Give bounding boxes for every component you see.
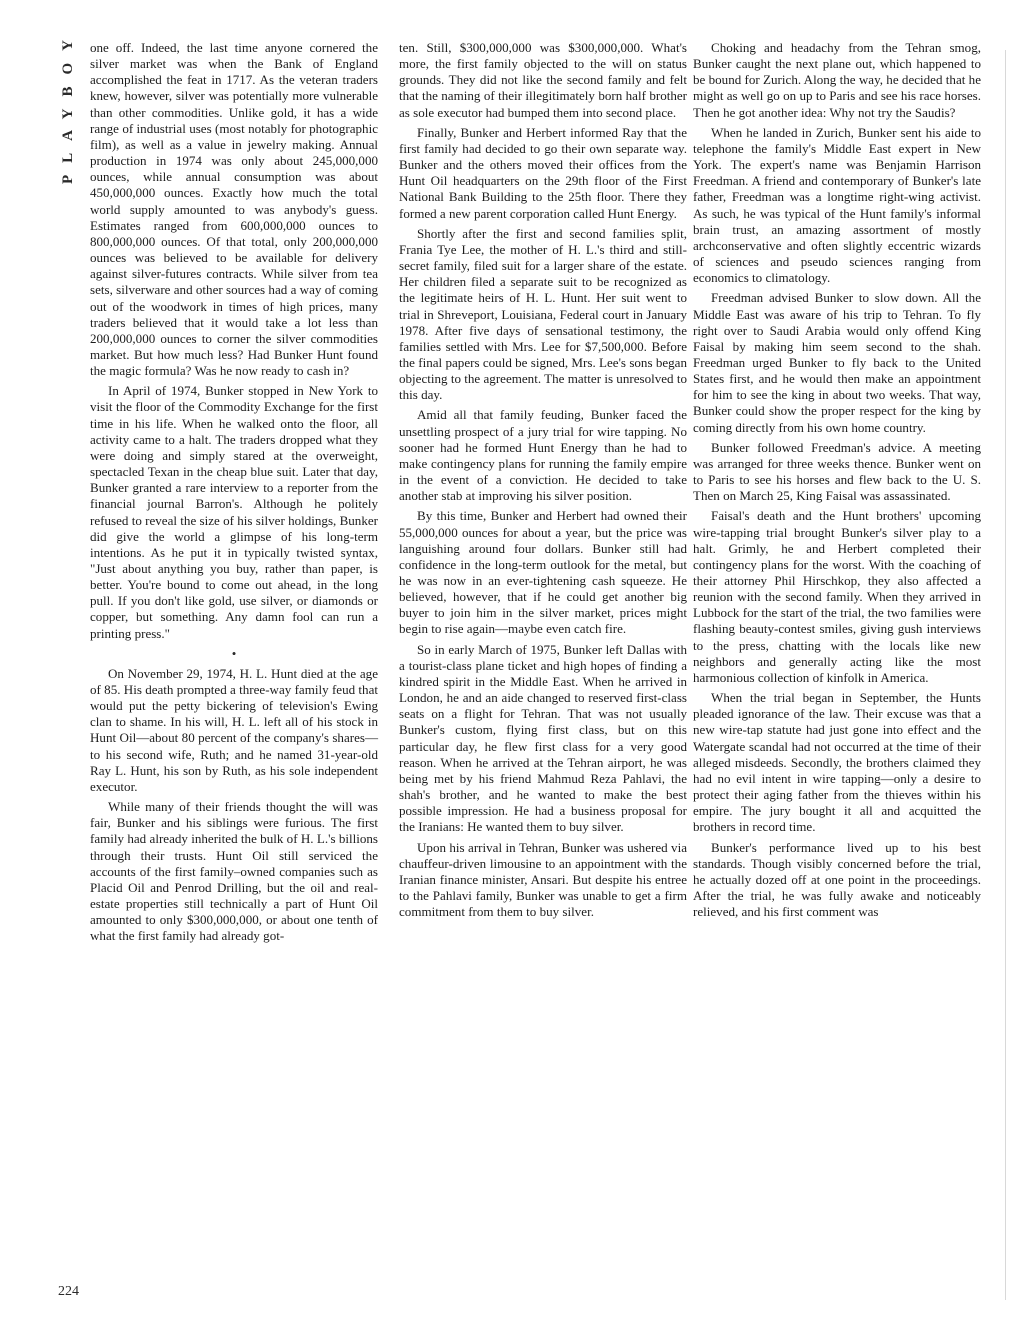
section-separator: • — [231, 645, 237, 661]
article-paragraph: So in early March of 1975, Bunker left Dallas with a tourist-class plane ticket and high hopes of finding a kindred spirit in the Middle East. When he arrived in London, he and an aide changed to reserved first-class seats on a flight for Tehran. That was not usually Bunker's custom, flying first class, but on this particular day, he flew first class for a very good reason. When he arrived at the Tehran airport, he was being met by his friend Mahmud Reza Pahlavi, the shah's brother, and he wanted to make the best possible impression. He had a business proposal for the Iranians: He wanted them to buy silver. — [399, 641, 687, 835]
article-paragraph: Shortly after the first and second families split, Frania Tye Lee, the mother of H. L.'s third and still-secret family, filed suit for a larger share of the estate. Her children filed a separate suit to be recognized as the legitimate heirs of H. L. Hunt. Her suit went to trial in Shreveport, Louisiana, Federal court in January 1978. After five days of sensational testimony, the families settled with Mrs. Lee for $7,500,000. Before the final papers could be signed, Mrs. Lee's sons began objecting to the agreement. The matter is unresolved to this day. — [399, 225, 687, 403]
article-paragraph: On November 29, 1974, H. L. Hunt died at the age of 85. His death prompted a three-way family feud that would put the petty bickering of television's Ewing clan to shame. In his will, H. L. left all of his stock in Hunt Oil—about 80 percent of the company's shares—to his second wife, Ruth; and he named 31-year-old Ray L. Hunt, his son by Ruth, as his sole independent executor. — [90, 665, 378, 794]
article-paragraph: When he landed in Zurich, Bunker sent his aide to telephone the family's Middle East expert in New York. The expert's name was Benjamin Harrison Freedman. A friend and contemporary of Bunker's late father, Freedman was a longtime right-wing activist. As such, he was typical of the Hunt family's informal brain trust, an amazing assortment of mostly archconservative and often slightly eccentric wizards of sciences and pseudo sciences ranging from economics to climatology. — [693, 124, 981, 286]
article-paragraph: Freedman advised Bunker to slow down. All the Middle East was aware of his trip to Tehran. To fly right over to Saudi Arabia would only offend King Faisal by making him seem second to the shah. Freedman urged Bunker to fly back to the United States first, and he would then make an appointment for him to see the king in about two weeks. That way, Bunker could show the proper respect for the king by coming directly from his own home country. — [693, 290, 981, 435]
article-paragraph: By this time, Bunker and Herbert had owned their 55,000,000 ounces for about a year, but the price was languishing around four dollars. Bunker still had confidence in the long-term outlook for the metal, but he was now in an ever-tightening cash squeeze. He believed, however, that if he could get another big buyer to join him in the silver market, prices might begin to rise again—maybe even catch fire. — [399, 508, 687, 637]
article-paragraph: Amid all that family feuding, Bunker faced the unsettling prospect of a jury trial for wire tapping. No sooner had he formed Hunt Energy than he had to make contingency plans for running the family empire in the event of a conviction. He decided to take another stab at improving his silver position. — [399, 407, 687, 504]
article-paragraph: Finally, Bunker and Herbert informed Ray that the first family had decided to go their own separate way. Bunker and the others moved their offices from the Hunt Oil headquarters on the 29th floor of the First National Bank Building to the 25th floor. There they formed a new parent corporation called Hunt Energy. — [399, 124, 687, 221]
article-paragraph: Upon his arrival in Tehran, Bunker was ushered via chauffeur-driven limousine to an appointment with the Iranian finance minister, Ansari. But despite his entree to the Pahlavi family, Bunker was unable to get a firm commitment from them to buy silver. — [399, 839, 687, 920]
text-column-1 — [90, 40, 378, 948]
magazine-title: PLAYBOY — [60, 28, 76, 184]
article-paragraph: Faisal's death and the Hunt brothers' upcoming wire-tapping trial brought Bunker's silver play to a halt. Grimly, he and Herbert completed their contingency plans for the worst. With the coaching of their attorney Phil Hirschkop, they also affected a reunion with the second family. When they arrived in Lubbock for the start of the trial, the two families were flashing beauty-contest smiles, giving gush interviews to the press, chatting with the locals like new neighbors and generally acting like the most harmonious collection of kinfolk in America. — [693, 508, 981, 685]
article-paragraph: Choking and headachy from the Tehran smog, Bunker caught the next plane out, which happened to be bound for Zurich. Along the way, he decided that he might as well go on up to Paris and see his race horses. Then he got another idea: Why not try the Saudis? — [693, 40, 981, 120]
article-paragraph: one off. Indeed, the last time anyone cornered the silver market was when the Bank of England accomplished the feat in 1717. As the veteran traders knew, however, silver was potentially more vulnerable than other commodities. Unlike gold, it has a wide range of industrial uses (most notably for photographic film), as well as a value in jewelry making. Annual production in 1974 was only about 245,000,000 ounces, while annual consumption was about 450,000,000 ounces. Exactly how much the total world supply amounted to was anybody's guess. Estimates ranged from 600,000,000 ounces to 800,000,000 ounces. Of that total, only 200,000,000 ounces was believed to be available for delivery against silver-futures contracts. While silver from tea sets, silverware and other sources had a way of coming out of the woodwork in times of high prices, many traders believed that it would take a lot less than 200,000,000 ounces to corner the silver commodities market. But how much less? Had Bunker Hunt found the magic formula? Was he now ready to cash in? — [90, 40, 378, 379]
article-paragraph: While many of their friends thought the will was fair, Bunker and his siblings were furious. The first family had already inherited the bulk of H. L.'s billions through their trusts. Hunt Oil still serviced the accounts of the first family–owned companies such as Placid Oil and Penrod Drilling, but the oil and real-estate properties still technically a part of Hunt Oil amounted to only $300,000,000, or about one tenth of what the first family had already got- — [90, 799, 378, 944]
page-number: 224 — [58, 1284, 79, 1299]
article-paragraph: When the trial began in September, the Hunts pleaded ignorance of the law. Their excuse was that a new wire-tap statute had just gone into effect and the Watergate scandal had not occurred at the time of their alleged misdeeds. Secondly, the brothers claimed they had no evil intent in wire tapping—only a desire to protect their aging father from the thieves within his empire. The jury bought it all and acquitted the brothers in record time. — [693, 690, 981, 835]
article-paragraph: In April of 1974, Bunker stopped in New York to visit the floor of the Commodity Exchange for the first time in his life. When he walked onto the floor, all activity came to a halt. The traders dropped what they were doing and simply stared at the overweight, spectacled Texan in the cheap blue suit. Later that day, Bunker granted a rare interview to a reporter from the financial journal Barron's. Although he politely refused to reveal the size of his silver holdings, Bunker did give the world a glimpse of his long-term intentions. As he put it in typically twisted syntax, "Just about anything you buy, rather than paper, is better. You're bound to come out ahead, in the long pull. If you don't like gold, use silver, or diamonds or copper, but something. Any damn fool can run a printing press." — [90, 383, 378, 641]
article-paragraph: ten. Still, $300,000,000 was $300,000,000. What's more, the first family objected to the will on status grounds. They did not like the second family and felt that the naming of their illegitimately born half brother as sole executor had bumped them into second place. — [399, 40, 687, 120]
text-column-2 — [399, 40, 687, 924]
article-paragraph: Bunker's performance lived up to his best standards. Though visibly concerned before the trial, he actually dozed off at one point in the proceedings. After the trial, he was fully awake and noticeably relieved, and his first comment was — [693, 839, 981, 920]
text-column-3 — [693, 40, 981, 924]
page-edge-line — [1005, 50, 1006, 1300]
article-paragraph: Bunker followed Freedman's advice. A meeting was arranged for three weeks thence. Bunker went on to Paris to see his horses and flew back to the U. S. Then on March 25, King Faisal was assassinated. — [693, 439, 981, 504]
